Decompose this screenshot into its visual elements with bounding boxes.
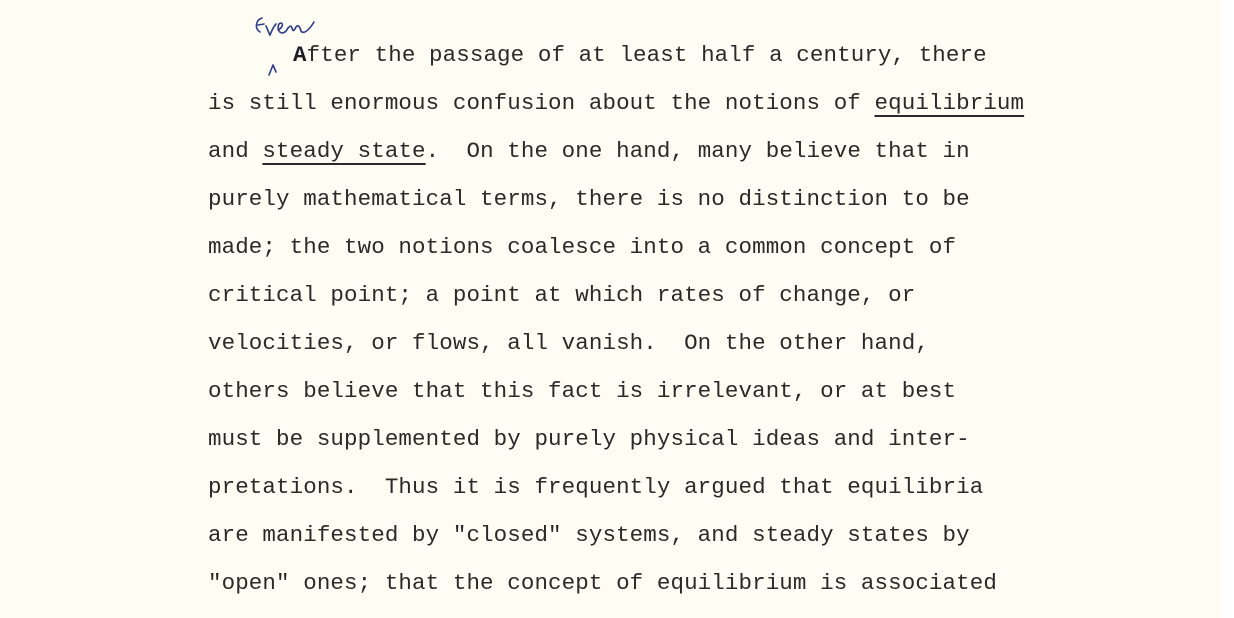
line-3 — [208, 138, 970, 164]
line-2-text: is still enormous confusion about the notions of — [208, 90, 875, 116]
line-8: others believe that this fact is irrelevant, or at best — [208, 378, 957, 404]
line-2 — [208, 90, 1024, 116]
line-10: pretations. Thus it is frequently argued that equilibria — [208, 474, 984, 500]
line-4: purely mathematical terms, there is no distinction to be — [208, 186, 970, 212]
line-12: "open" ones; that the concept of equilibrium is associated — [208, 570, 997, 596]
line-5: made; the two notions coalesce into a common concept of — [208, 234, 957, 260]
line-3-text-before: and — [208, 138, 263, 164]
line-1-text: fter the passage of at least half a century, there — [306, 42, 987, 68]
line-7: velocities, or flows, all vanish. On the other hand, — [208, 330, 929, 356]
line-9: must be supplemented by purely physical ideas and inter- — [208, 426, 970, 452]
scan-border — [1222, 0, 1234, 618]
underlined-equilibrium: equilibrium — [874, 90, 1025, 116]
line-11: are manifested by "closed" systems, and steady states by — [208, 522, 970, 548]
line-3-text-after: . On the one hand, many believe that in — [425, 138, 970, 164]
line-6: critical point; a point at which rates of change, or — [208, 282, 916, 308]
line-1 — [293, 42, 987, 68]
underlined-steady-state: steady state — [262, 138, 426, 164]
struck-capital-a: A — [293, 42, 307, 68]
